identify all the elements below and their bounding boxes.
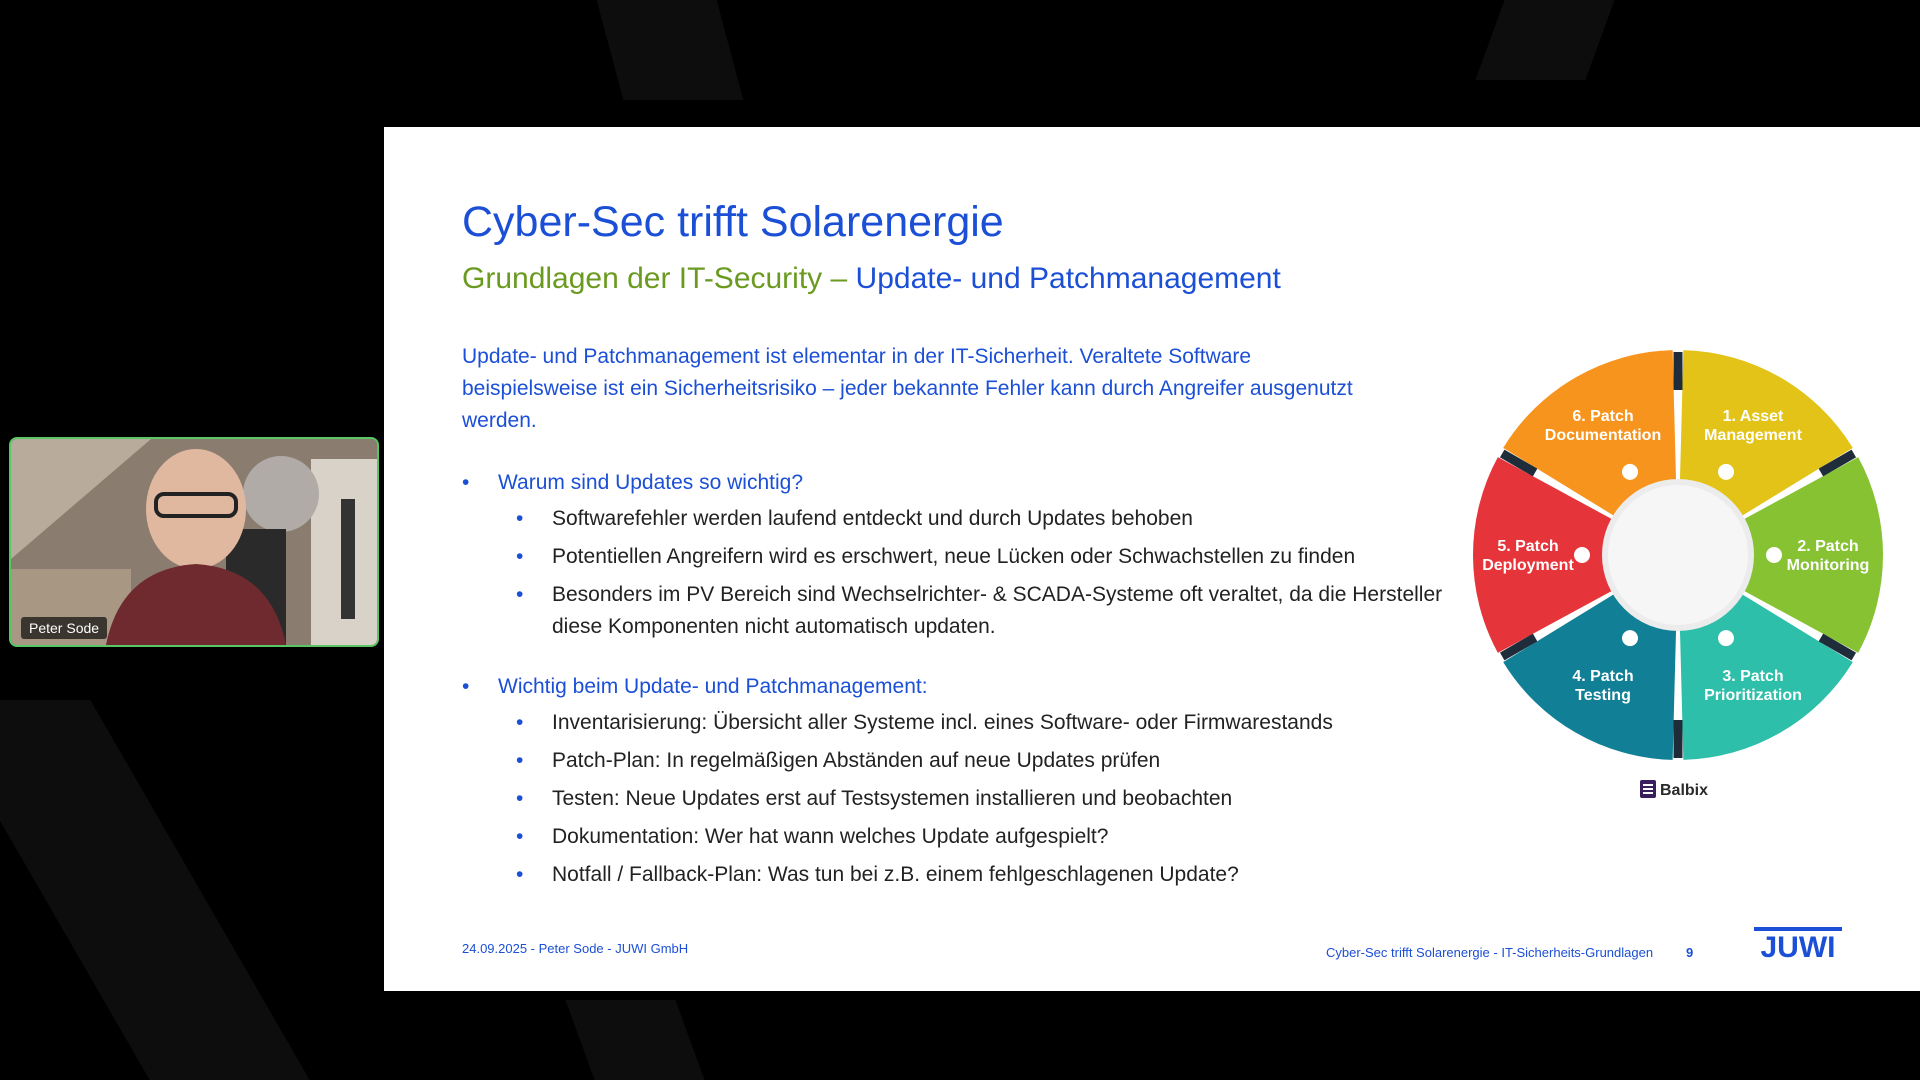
sub-bullet-item: • Besonders im PV Bereich sind Wechselrichter- & SCADA-Systeme oft veraltet, da die Hersteller diese Komponenten nicht automatisch updaten. [462, 579, 1472, 643]
background-stripe [0, 700, 310, 1080]
sub-bullet-list [462, 707, 1472, 891]
background-stripe [597, 0, 744, 100]
sub-bullet-item: • Potentiellen Angreifern wird es erschwert, neue Lücken oder Schwachstellen zu finden [462, 541, 1472, 573]
sub-bullet-item: • Patch-Plan: In regelmäßigen Abständen auf neue Updates prüfen [462, 745, 1472, 777]
sub-bullet-item: • Testen: Neue Updates erst auf Testsystemen installieren und beobachten [462, 783, 1472, 815]
balbix-logo [1640, 780, 1708, 799]
intro-paragraph [462, 341, 1472, 437]
bullet-heading: • Wichtig beim Update- und Patchmanagement: [462, 671, 1472, 703]
wheel-dot [1718, 630, 1734, 646]
sub-bullet-item: • Notfall / Fallback-Plan: Was tun bei z.B. einem fehlgeschlagenen Update? [462, 859, 1472, 891]
juwi-logo [1748, 927, 1844, 961]
participant-video-image [11, 439, 377, 645]
slide-title: Cyber-Sec trifft Solarenergie [462, 198, 1004, 246]
background-stripe [1475, 0, 1614, 80]
wheel-label-4: 4. Patch Testing [1572, 667, 1634, 704]
wheel-dot [1718, 464, 1734, 480]
wheel-dot [1766, 547, 1782, 563]
wheel-label-1: 1. Asset Management [1704, 408, 1802, 445]
presentation-slide [384, 127, 1920, 991]
intro-line: Update- und Patchmanagement ist elementar in der IT-Sicherheit. Veraltete Software [462, 345, 1252, 368]
wheel-label-3: 3. Patch Prioritization [1704, 667, 1802, 704]
wheel-dot [1622, 464, 1638, 480]
subtitle-part2: Update- und Patchmanagement [855, 262, 1281, 295]
balbix-brand-text: Balbix [1660, 782, 1709, 799]
participant-name-tag: Peter Sode [21, 617, 107, 639]
wheel-label-6: 6. Patch Documentation [1544, 408, 1662, 445]
sub-bullet-item: • Dokumentation: Wer hat wann welches Update aufgespielt? [462, 821, 1472, 853]
bullet-heading: • Warum sind Updates so wichtig? [462, 467, 1472, 499]
wheel-dot [1574, 547, 1590, 563]
slide-subtitle [462, 262, 1281, 296]
wheel-label-5: 5. Patch Deployment [1482, 538, 1574, 574]
background-stripe [565, 1000, 704, 1080]
bullet-list [462, 467, 1472, 897]
patch-management-wheel [1468, 345, 1888, 805]
footer-presentation-title: Cyber-Sec trifft Solarenergie - IT-Sicherheits-Grundlagen [1326, 945, 1654, 960]
page-number: 9 [1686, 945, 1694, 960]
wheel-label-2: 2. Patch Monitoring [1786, 538, 1870, 574]
footer-date-author: 24.09.2025 - Peter Sode - JUWI GmbH [462, 941, 689, 956]
intro-line: werden. [462, 409, 537, 432]
bullet-group [462, 671, 1472, 891]
sub-bullet-list [462, 503, 1472, 643]
subtitle-part1: Grundlagen der IT-Security – [462, 262, 848, 295]
svg-text:JUWI: JUWI [1760, 931, 1836, 961]
participant-video-tile[interactable] [9, 437, 379, 647]
sub-bullet-item: • Inventarisierung: Übersicht aller Systeme incl. eines Software- oder Firmwarestands [462, 707, 1472, 739]
wheel-dot [1622, 630, 1638, 646]
intro-line: beispielsweise ist ein Sicherheitsrisiko – jeder bekannte Fehler kann durch Angreifer ausgenutzt [462, 377, 1353, 400]
sub-bullet-item: • Softwarefehler werden laufend entdeckt und durch Updates behoben [462, 503, 1472, 535]
